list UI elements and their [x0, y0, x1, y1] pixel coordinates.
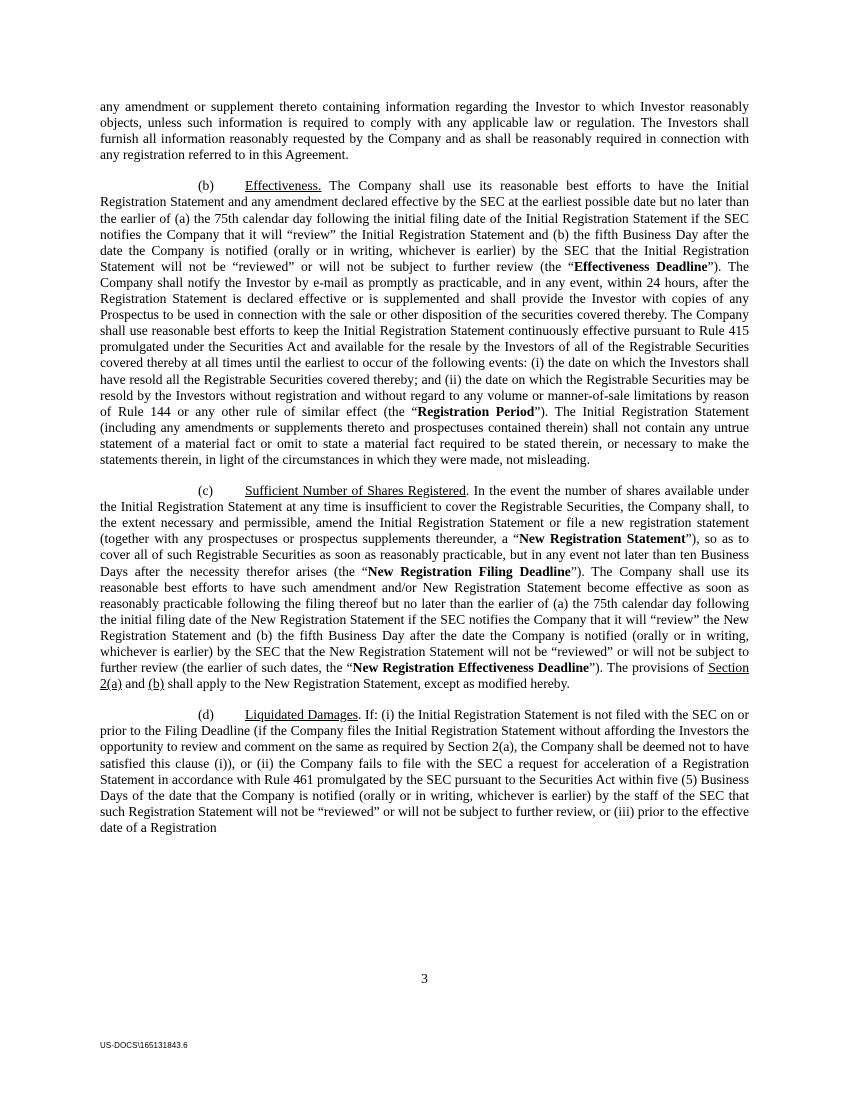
defined-term: New Registration Filing Deadline	[367, 563, 571, 579]
defined-term: Registration Period	[417, 403, 535, 419]
section-heading: Sufficient Number of Shares Registered	[245, 483, 466, 499]
document-body	[100, 99, 749, 851]
defined-term: New Registration Effectiveness Deadline	[352, 660, 590, 676]
section-heading: Effectiveness.	[245, 178, 322, 194]
section-c-sufficient-shares: (c) Sufficient Number of Shares Registered. In the event the number of shares available under the Initial Registration Statement at any time is insufficient to cover the Registrable Securities, the Company shall, to the extent necessary and permissible, amend the Initial Registration Statement or file a new registration statement (together with any prospectuses or prospectus supplements thereunder, a “New Registration Statement”), so as to cover all of such Registrable Securities as soon as reasonably practicable, but in any event not later than ten Business Days after the necessity therefor arises (the “New Registration Filing Deadline”). The Company shall use its reasonable best efforts to have such amendment and/or New Registration Statement become effective as soon as reasonably practicable following the filing thereof but no later than the earlier of (a) the 75th calendar day following the initial filing date of the New Registration Statement if the SEC notifies the Company that it will “review” the New Registration Statement and (b) the fifth Business Day after the date the Company is notified (orally or in writing, whichever is earlier) by the SEC that the New Registration Statement will not be “reviewed” or will not be subject to further review (the earlier of such dates, the “New Registration Effectiveness Deadline”). The provisions of Section 2(a) and (b) shall apply to the New Registration Statement, except as modified hereby.	[100, 483, 750, 692]
section-label: (b)	[198, 178, 214, 194]
defined-term: New Registration Statement	[519, 531, 686, 547]
paragraph-text: any amendment or supplement thereto containing information regarding the Investor to which Investor reasonably objects, unless such information is required to comply with any applicable law or regulation. The Investors shall furnish all information reasonably requested by the Company and as shall be reasonably required in connection with any registration referred to in this Agreement.	[100, 99, 749, 163]
section-heading: Liquidated Damages	[245, 707, 359, 723]
defined-term: Effectiveness Deadline	[573, 258, 708, 274]
section-b-effectiveness: (b) Effectiveness. The Company shall use its reasonable best efforts to have the Initial Registration Statement and any amendment declared effective by the SEC at the earliest possible date but no later than the earlier of (a) the 75th calendar day following the initial filing date of the Initial Registration Statement if the SEC notifies the Company that it will “review” the Initial Registration Statement and (b) the fifth Business Day after the date the Company is notified (orally or in writing, whichever is earlier) by the SEC that the Initial Registration Statement will not be “reviewed” or will not be subject to further review (the “Effectiveness Deadline”). The Company shall notify the Investor by e-mail as promptly as practicable, and in any event, within 24 hours, after the Registration Statement is declared effective or is supplemented and shall provide the Investor with copies of any Prospectus to be used in connection with the sale or other disposition of the securities covered thereby. The Company shall use reasonable best efforts to keep the Initial Registration Statement continuously effective pursuant to Rule 415 promulgated under the Securities Act and available for the resale by the Investors of all of the Registrable Securities covered thereby at all times until the earliest to occur of the following events: (i) the date on which the Investors shall have resold all the Registrable Securities covered thereby; and (ii) the date on which the Registrable Securities may be resold by the Investors without registration and without regard to any volume or manner-of-sale limitations by reason of Rule 144 or any other rule of similar effect (the “Registration Period”). The Initial Registration Statement (including any amendments or supplements thereto and prospectuses contained therein) shall not contain any untrue statement of a material fact or omit to state a material fact required to be stated therein, or necessary to make the statements therein, in light of the circumstances in which they were made, not misleading.	[100, 178, 750, 467]
document-footer-id: US-DOCS\165131843.6	[100, 1041, 188, 1050]
page-number: 3	[421, 971, 428, 986]
section-label: (c)	[198, 483, 214, 499]
section-d-liquidated-damages: (d) Liquidated Damages. If: (i) the Initial Registration Statement is not filed with the SEC on or prior to the Filing Deadline (if the Company files the Initial Registration Statement without affording the Investors the opportunity to review and comment on the same as required by Section 2(a), the Company shall be deemed not to have satisfied this clause (i)), or (ii) the Company fails to file with the SEC a request for acceleration of a Registration Statement in accordance with Rule 461 promulgated by the SEC pursuant to the Securities Act within five (5) Business Days of the date that the Company is notified (orally or in writing, whichever is earlier) by the staff of the SEC that such Registration Statement will not be “reviewed” or will not be subject to further review, or (iii) prior to the effective date of a Registration	[100, 707, 749, 835]
cross-reference: Section 2(a)	[100, 660, 750, 692]
cross-reference: (b)	[148, 676, 165, 692]
section-label: (d)	[198, 707, 214, 723]
paragraph-continuation	[100, 99, 749, 163]
